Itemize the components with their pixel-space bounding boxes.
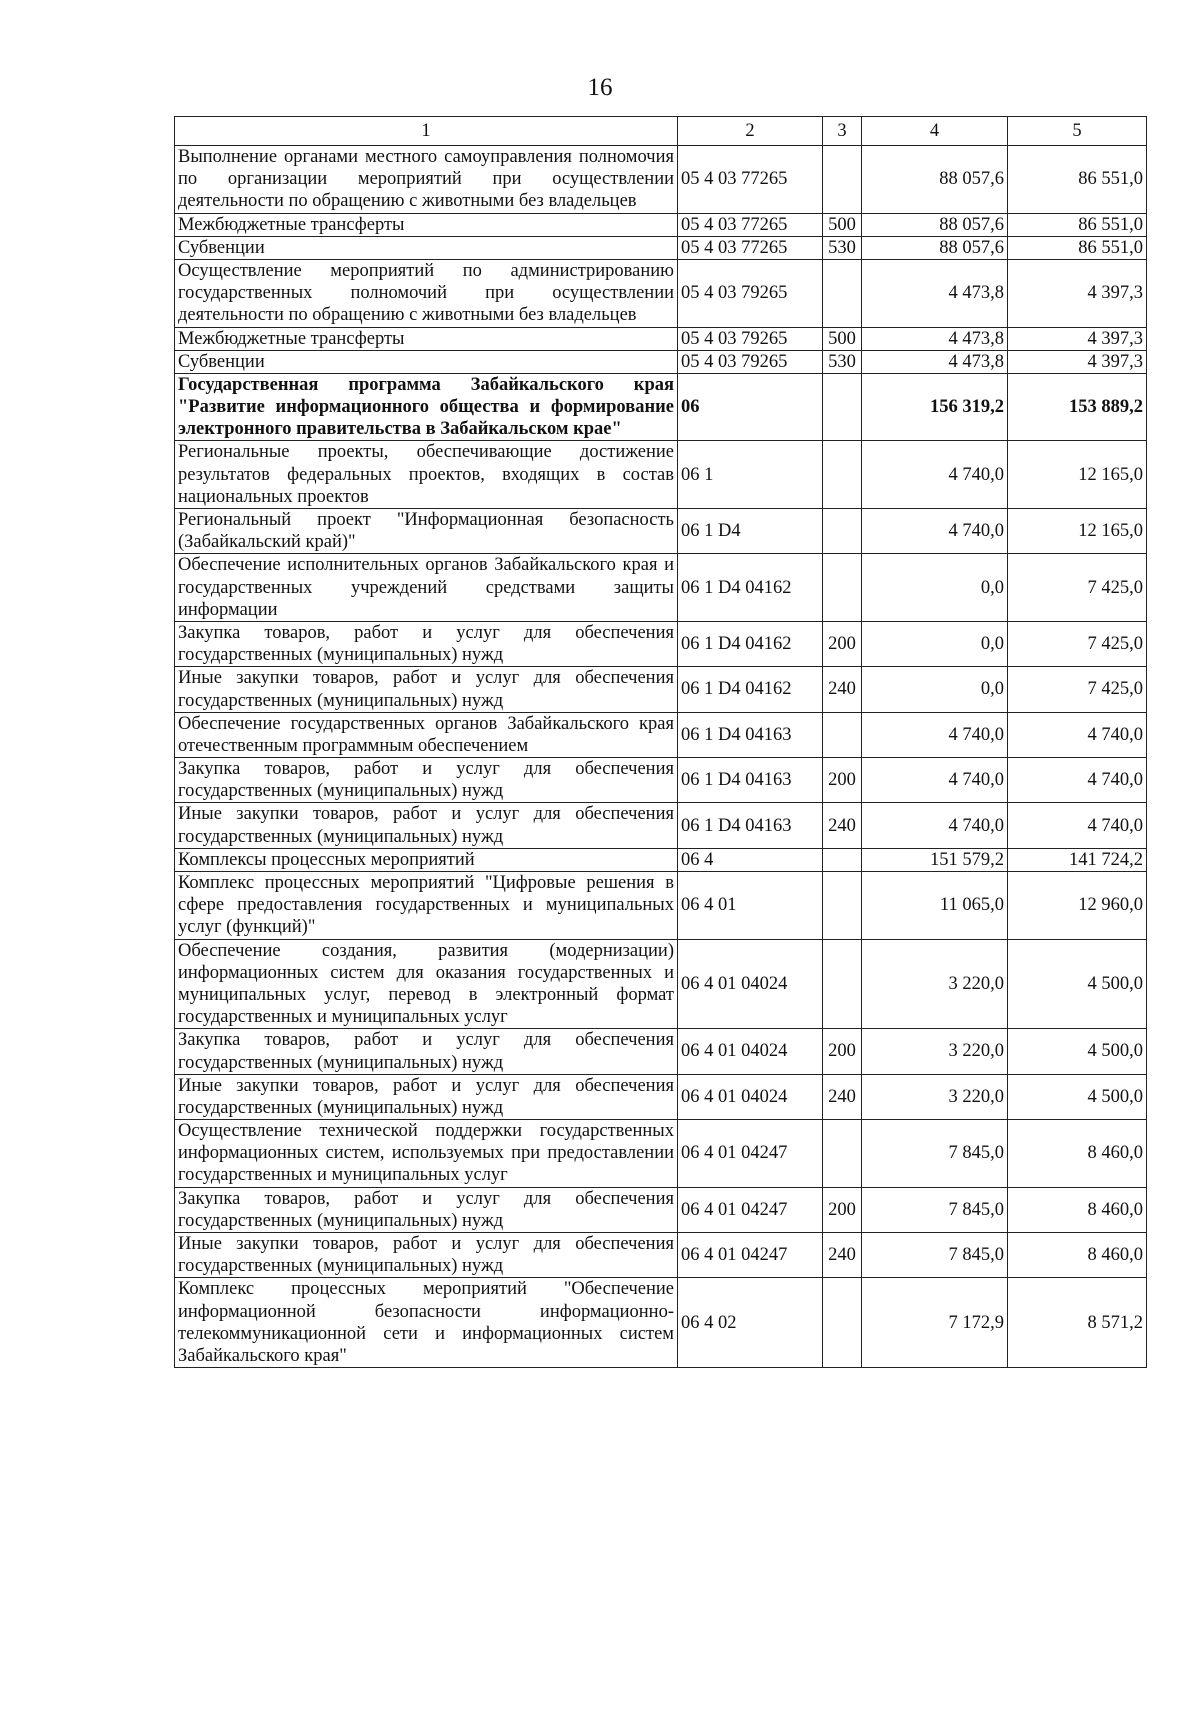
row-code: 06 1 D4	[678, 509, 823, 554]
header-col-1: 1	[175, 117, 678, 146]
row-code: 06 4 01 04024	[678, 1074, 823, 1119]
row-value-year-1: 7 845,0	[862, 1120, 1008, 1188]
row-expense-type	[823, 872, 862, 940]
row-value-year-1: 0,0	[862, 667, 1008, 712]
row-value-year-1: 88 057,6	[862, 146, 1008, 214]
row-value-year-2: 4 740,0	[1008, 758, 1147, 803]
row-name: Закупка товаров, работ и услуг для обеспечения государственных (муниципальных) нужд	[175, 1187, 678, 1232]
row-code: 06 4 01 04247	[678, 1187, 823, 1232]
row-value-year-1: 4 473,8	[862, 327, 1008, 350]
row-expense-type: 200	[823, 1187, 862, 1232]
row-value-year-2: 4 500,0	[1008, 939, 1147, 1029]
row-expense-type	[823, 554, 862, 622]
row-expense-type: 200	[823, 1029, 862, 1074]
table-row	[175, 1233, 1147, 1278]
row-name: Обеспечение создания, развития (модернизации) информационных систем для оказания государственных и муниципальных услуг, перевод в электронный формат государственных и муниципальных услуг	[175, 939, 678, 1029]
table-row	[175, 373, 1147, 441]
table-row	[175, 1029, 1147, 1074]
row-expense-type	[823, 1278, 862, 1368]
row-code: 06 4 01 04024	[678, 1029, 823, 1074]
row-expense-type: 240	[823, 1074, 862, 1119]
row-value-year-2: 8 460,0	[1008, 1233, 1147, 1278]
row-code: 06 1 D4 04163	[678, 803, 823, 848]
row-value-year-2: 4 500,0	[1008, 1029, 1147, 1074]
row-code: 05 4 03 77265	[678, 213, 823, 236]
row-code: 06	[678, 373, 823, 441]
row-name: Обеспечение исполнительных органов Забайкальского края и государственных учреждений средствами защиты информации	[175, 554, 678, 622]
row-name: Осуществление мероприятий по администрированию государственных полномочий при осуществлении деятельности по обращению с животными без владельцев	[175, 259, 678, 327]
row-value-year-1: 7 172,9	[862, 1278, 1008, 1368]
row-code: 06 1 D4 04162	[678, 621, 823, 666]
row-value-year-1: 88 057,6	[862, 213, 1008, 236]
header-col-3: 3	[823, 117, 862, 146]
table-row	[175, 441, 1147, 509]
row-name: Закупка товаров, работ и услуг для обеспечения государственных (муниципальных) нужд	[175, 621, 678, 666]
row-value-year-1: 4 740,0	[862, 712, 1008, 757]
table-row	[175, 848, 1147, 871]
row-code: 06 4 02	[678, 1278, 823, 1368]
table-header-row	[175, 117, 1147, 146]
row-name: Государственная программа Забайкальского края "Развитие информационного общества и формирование электронного правительства в Забайкальском крае"	[175, 373, 678, 441]
table-row	[175, 1278, 1147, 1368]
row-code: 06 1 D4 04162	[678, 554, 823, 622]
row-expense-type	[823, 373, 862, 441]
row-value-year-2: 7 425,0	[1008, 667, 1147, 712]
table-row	[175, 213, 1147, 236]
table-row	[175, 1120, 1147, 1188]
row-code: 05 4 03 79265	[678, 327, 823, 350]
row-expense-type: 200	[823, 621, 862, 666]
row-expense-type	[823, 509, 862, 554]
header-col-2: 2	[678, 117, 823, 146]
row-value-year-1: 4 740,0	[862, 803, 1008, 848]
row-code: 06 4 01 04247	[678, 1233, 823, 1278]
row-name: Комплексы процессных мероприятий	[175, 848, 678, 871]
row-value-year-1: 4 740,0	[862, 509, 1008, 554]
table-row	[175, 350, 1147, 373]
row-code: 06 4 01	[678, 872, 823, 940]
table-row	[175, 1074, 1147, 1119]
row-expense-type	[823, 939, 862, 1029]
row-value-year-1: 3 220,0	[862, 939, 1008, 1029]
row-name: Закупка товаров, работ и услуг для обеспечения государственных (муниципальных) нужд	[175, 758, 678, 803]
row-expense-type: 530	[823, 350, 862, 373]
row-expense-type: 500	[823, 213, 862, 236]
row-code: 06 1 D4 04163	[678, 712, 823, 757]
row-value-year-1: 4 740,0	[862, 441, 1008, 509]
row-name: Иные закупки товаров, работ и услуг для обеспечения государственных (муниципальных) нужд	[175, 1074, 678, 1119]
row-name: Иные закупки товаров, работ и услуг для обеспечения государственных (муниципальных) нужд	[175, 1233, 678, 1278]
row-value-year-2: 4 500,0	[1008, 1074, 1147, 1119]
row-value-year-1: 151 579,2	[862, 848, 1008, 871]
table-row	[175, 327, 1147, 350]
table-row	[175, 554, 1147, 622]
table-row	[175, 667, 1147, 712]
table-row	[175, 712, 1147, 757]
row-value-year-2: 8 460,0	[1008, 1187, 1147, 1232]
row-name: Комплекс процессных мероприятий "Цифровые решения в сфере предоставления государственных и муниципальных услуг (функций)"	[175, 872, 678, 940]
row-value-year-1: 3 220,0	[862, 1074, 1008, 1119]
row-value-year-2: 8 460,0	[1008, 1120, 1147, 1188]
row-value-year-2: 12 165,0	[1008, 509, 1147, 554]
table-body	[175, 146, 1147, 1368]
table-row	[175, 803, 1147, 848]
row-value-year-1: 88 057,6	[862, 236, 1008, 259]
row-code: 05 4 03 79265	[678, 259, 823, 327]
row-name: Региональный проект "Информационная безопасность (Забайкальский край)"	[175, 509, 678, 554]
table-row	[175, 236, 1147, 259]
row-value-year-1: 4 473,8	[862, 259, 1008, 327]
row-name: Закупка товаров, работ и услуг для обеспечения государственных (муниципальных) нужд	[175, 1029, 678, 1074]
row-name: Межбюджетные трансферты	[175, 213, 678, 236]
row-value-year-1: 7 845,0	[862, 1187, 1008, 1232]
row-expense-type: 240	[823, 803, 862, 848]
header-col-5: 5	[1008, 117, 1147, 146]
row-value-year-2: 4 397,3	[1008, 259, 1147, 327]
row-value-year-1: 0,0	[862, 621, 1008, 666]
row-value-year-2: 4 397,3	[1008, 327, 1147, 350]
row-code: 06 1	[678, 441, 823, 509]
row-code: 05 4 03 77265	[678, 236, 823, 259]
row-value-year-2: 86 551,0	[1008, 236, 1147, 259]
row-value-year-1: 4 740,0	[862, 758, 1008, 803]
table-row	[175, 939, 1147, 1029]
row-value-year-1: 0,0	[862, 554, 1008, 622]
table-row	[175, 509, 1147, 554]
row-value-year-2: 7 425,0	[1008, 621, 1147, 666]
row-expense-type: 530	[823, 236, 862, 259]
row-name: Иные закупки товаров, работ и услуг для обеспечения государственных (муниципальных) нужд	[175, 667, 678, 712]
row-code: 05 4 03 79265	[678, 350, 823, 373]
row-name: Комплекс процессных мероприятий "Обеспечение информационной безопасности информационно-телекоммуникационной сети и информационных систем Забайкальского края"	[175, 1278, 678, 1368]
table-row	[175, 259, 1147, 327]
row-code: 06 1 D4 04162	[678, 667, 823, 712]
row-value-year-2: 86 551,0	[1008, 213, 1147, 236]
row-code: 06 4 01 04024	[678, 939, 823, 1029]
row-expense-type: 500	[823, 327, 862, 350]
row-value-year-1: 3 220,0	[862, 1029, 1008, 1074]
row-expense-type	[823, 1120, 862, 1188]
row-expense-type	[823, 712, 862, 757]
row-value-year-2: 141 724,2	[1008, 848, 1147, 871]
row-expense-type: 200	[823, 758, 862, 803]
table-row	[175, 758, 1147, 803]
row-expense-type	[823, 146, 862, 214]
row-name: Субвенции	[175, 236, 678, 259]
table-row	[175, 1187, 1147, 1232]
page-number: 16	[587, 74, 613, 101]
row-name: Осуществление технической поддержки государственных информационных систем, используемых при предоставлении государственных и муниципальных услуг	[175, 1120, 678, 1188]
row-expense-type	[823, 848, 862, 871]
row-value-year-2: 12 960,0	[1008, 872, 1147, 940]
row-name: Межбюджетные трансферты	[175, 327, 678, 350]
row-code: 06 4 01 04247	[678, 1120, 823, 1188]
row-value-year-2: 4 397,3	[1008, 350, 1147, 373]
row-name: Выполнение органами местного самоуправления полномочия по организации мероприятий при осуществлении деятельности по обращению с животными без владельцев	[175, 146, 678, 214]
row-code: 06 4	[678, 848, 823, 871]
row-code: 06 1 D4 04163	[678, 758, 823, 803]
row-expense-type: 240	[823, 667, 862, 712]
row-name: Субвенции	[175, 350, 678, 373]
row-value-year-2: 86 551,0	[1008, 146, 1147, 214]
row-expense-type: 240	[823, 1233, 862, 1278]
row-value-year-2: 4 740,0	[1008, 712, 1147, 757]
row-code: 05 4 03 77265	[678, 146, 823, 214]
table-row	[175, 872, 1147, 940]
row-value-year-1: 11 065,0	[862, 872, 1008, 940]
row-value-year-2: 7 425,0	[1008, 554, 1147, 622]
row-value-year-2: 12 165,0	[1008, 441, 1147, 509]
row-value-year-1: 156 319,2	[862, 373, 1008, 441]
table-row	[175, 146, 1147, 214]
table-row	[175, 621, 1147, 666]
row-value-year-2: 153 889,2	[1008, 373, 1147, 441]
row-name: Обеспечение государственных органов Забайкальского края отечественным программным обеспечением	[175, 712, 678, 757]
row-value-year-1: 4 473,8	[862, 350, 1008, 373]
row-value-year-2: 4 740,0	[1008, 803, 1147, 848]
budget-table	[174, 116, 1147, 1368]
header-col-4: 4	[862, 117, 1008, 146]
row-expense-type	[823, 441, 862, 509]
row-expense-type	[823, 259, 862, 327]
row-value-year-1: 7 845,0	[862, 1233, 1008, 1278]
row-name: Региональные проекты, обеспечивающие достижение результатов федеральных проектов, входящих в состав национальных проектов	[175, 441, 678, 509]
row-value-year-2: 8 571,2	[1008, 1278, 1147, 1368]
row-name: Иные закупки товаров, работ и услуг для обеспечения государственных (муниципальных) нужд	[175, 803, 678, 848]
